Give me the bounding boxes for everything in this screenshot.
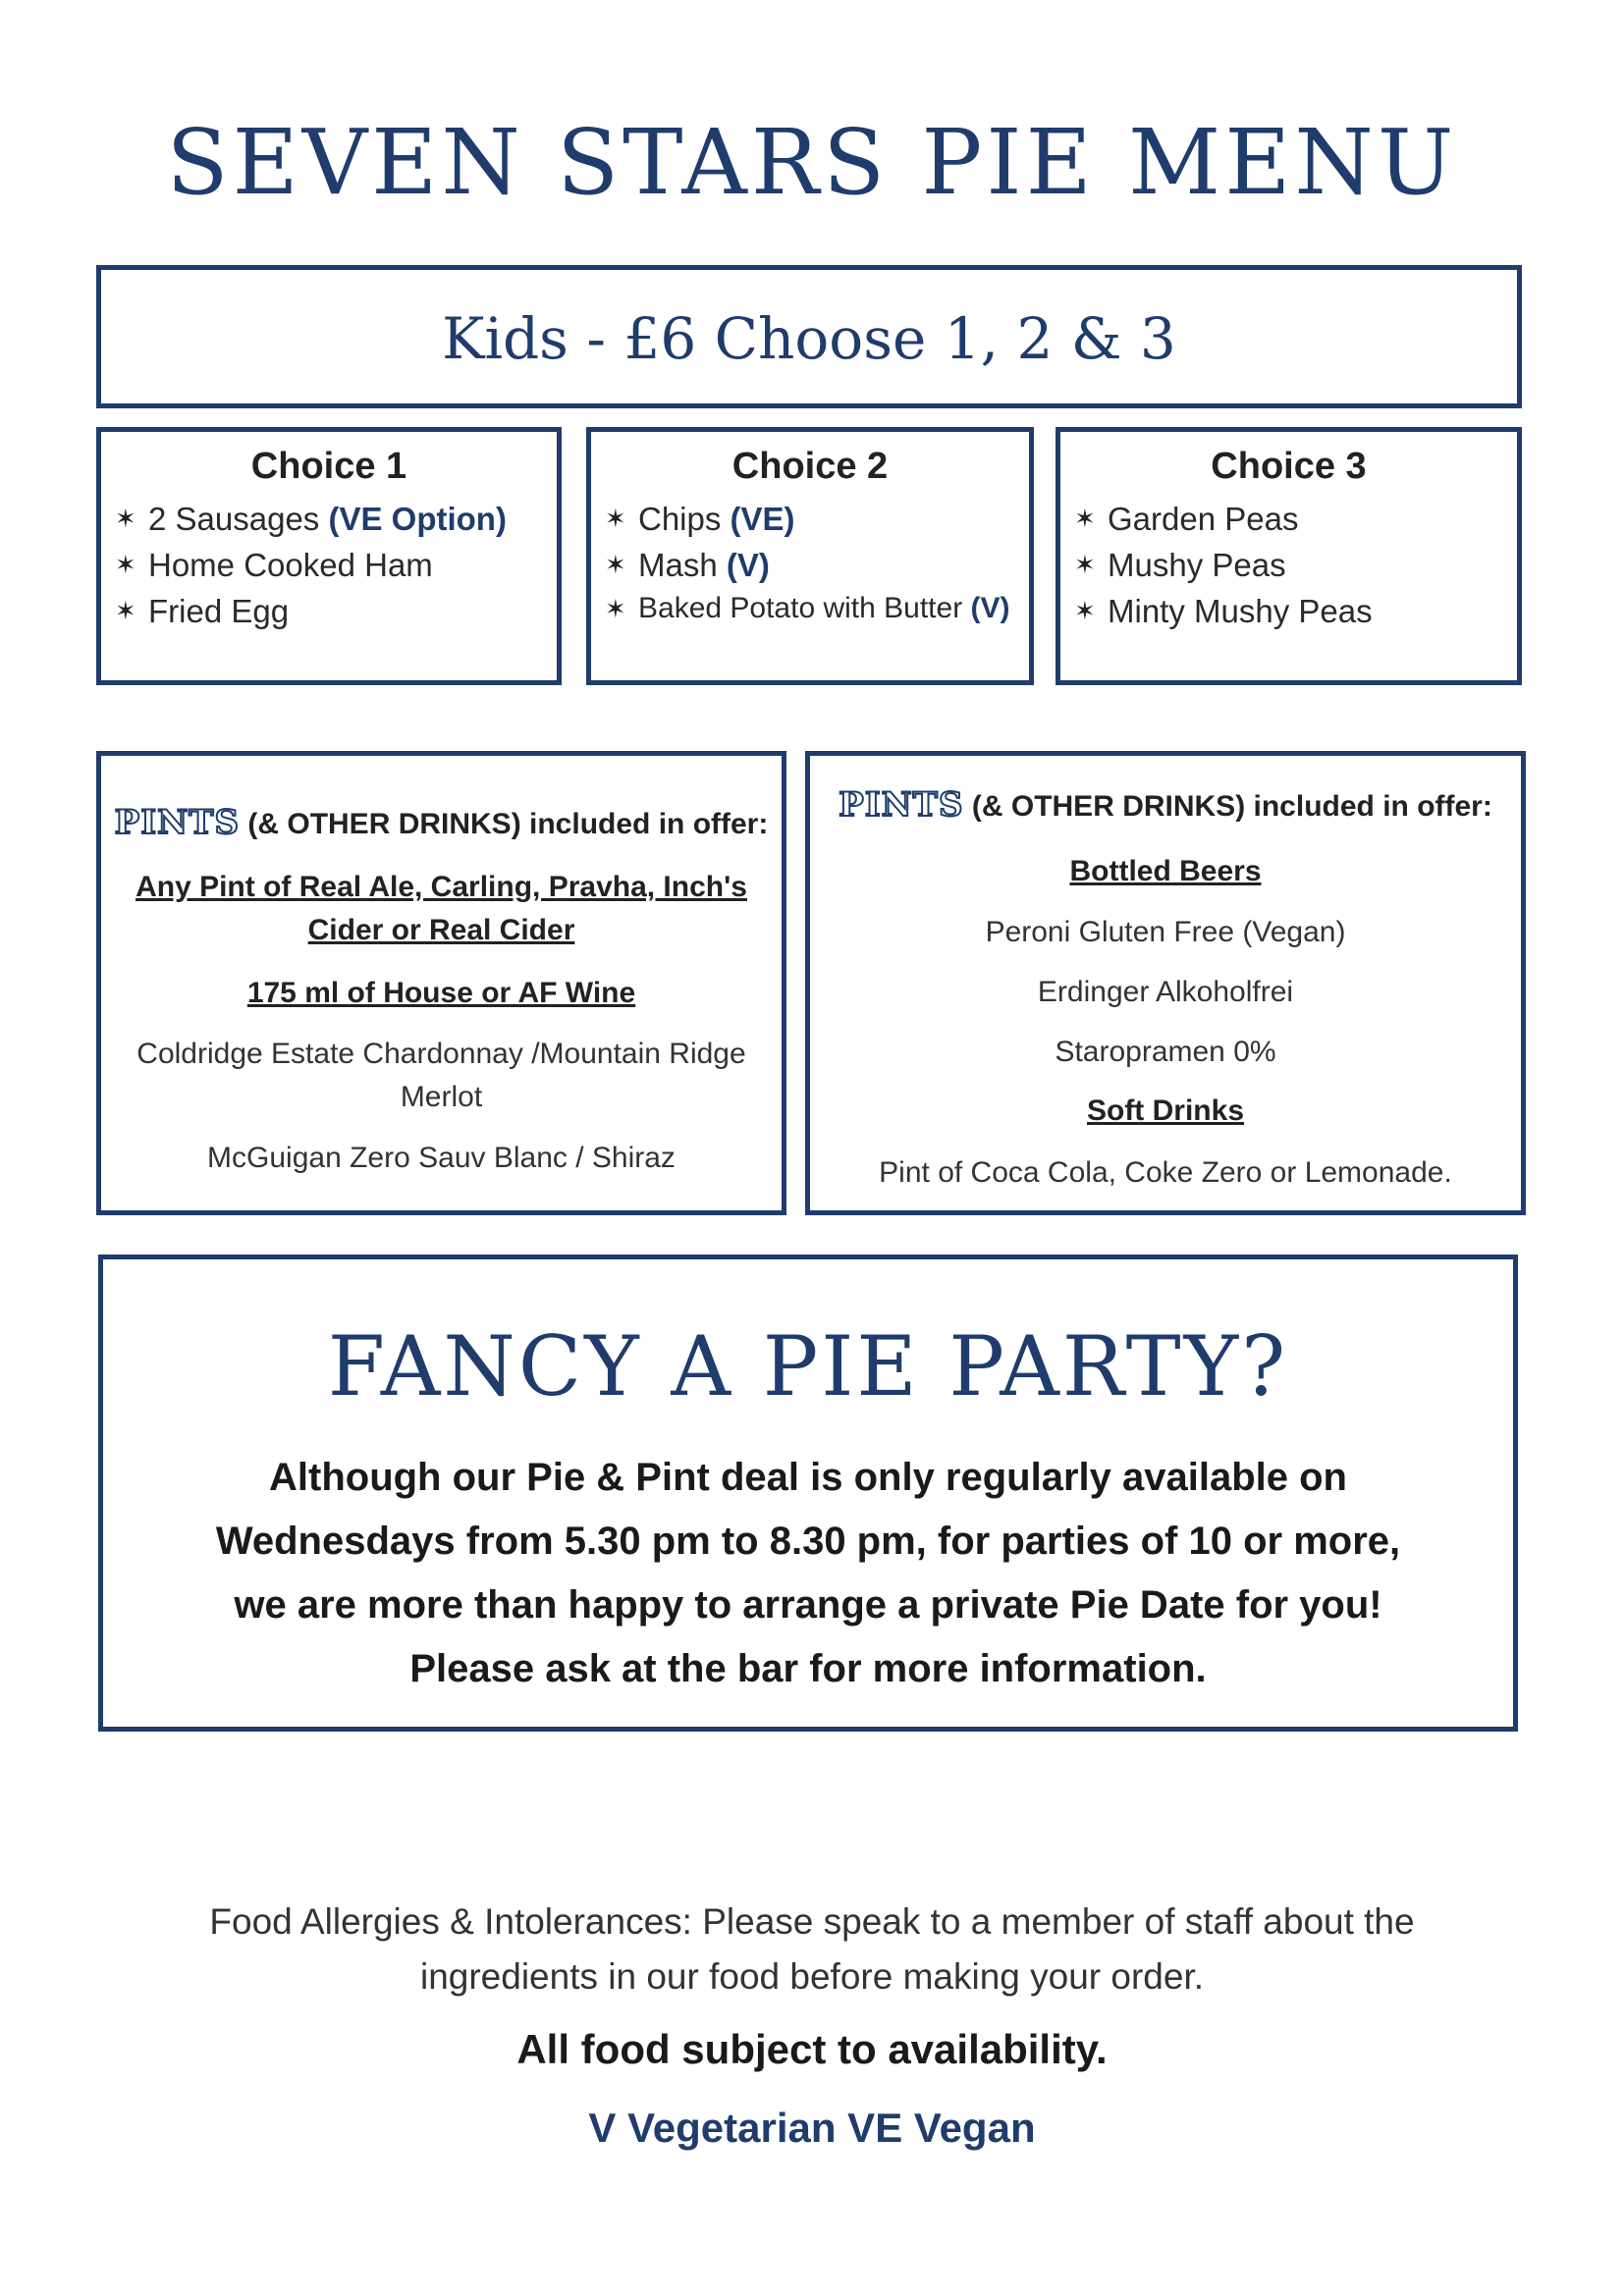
star-bullet-icon: ✶: [115, 550, 136, 579]
menu-title: SEVEN STARS PIE MENU: [166, 110, 1458, 215]
choice-3-box: [1056, 427, 1522, 685]
drinks-header: PINTS (& OTHER DRINKS) included in offer:: [839, 785, 1492, 825]
list-item: ✶ Garden Peas: [1074, 496, 1503, 542]
choice-heading: Choice 3: [1211, 446, 1367, 487]
list-item: ✶ Chips (VE): [605, 496, 1015, 542]
choice-heading: Choice 2: [731, 446, 889, 487]
diet-legend: V Vegetarian VE Vegan: [588, 2105, 1036, 2151]
party-title: FANCY A PIE PARTY?: [327, 1318, 1289, 1415]
choice-1-box: [96, 427, 562, 685]
allergy-notice: Food Allergies & Intolerances: Please speak to a member of staff about the ingredients in our food before making your order.: [209, 1901, 1415, 1997]
wine-heading: 175 ml of House or AF Wine: [246, 977, 636, 1009]
star-bullet-icon: ✶: [1074, 550, 1096, 579]
soft-drinks-heading: Soft Drinks: [1086, 1095, 1245, 1127]
star-bullet-icon: ✶: [605, 594, 626, 623]
wine-option-1: Coldridge Estate Chardonnay /Mountain Ridge Merlot: [136, 1038, 746, 1113]
beer-option-1: Peroni Gluten Free (Vegan): [985, 916, 1346, 948]
soft-drink-option: Pint of Coca Cola, Coke Zero or Lemonade.: [879, 1156, 1452, 1189]
diet-tag: (V): [726, 547, 770, 583]
choice-2-box: [586, 427, 1034, 685]
drinks-right-box: [805, 751, 1526, 1215]
list-item: ✶ Minty Mushy Peas: [1074, 588, 1503, 634]
list-item: ✶ 2 Sausages (VE Option): [115, 496, 543, 542]
diet-tag: (VE Option): [328, 501, 507, 537]
beer-option-3: Staropramen 0%: [1055, 1036, 1276, 1068]
kids-offer-box: [96, 265, 1522, 408]
star-bullet-icon: ✶: [605, 504, 626, 533]
availability-note: All food subject to availability.: [516, 2026, 1108, 2072]
drinks-header: PINTS (& OTHER DRINKS) included in offer:: [114, 803, 769, 842]
pie-party-box: [98, 1255, 1518, 1732]
star-bullet-icon: ✶: [115, 596, 136, 625]
list-item: ✶ Mushy Peas: [1074, 542, 1503, 588]
bottled-beers-heading: Bottled Beers: [1069, 855, 1262, 887]
star-bullet-icon: ✶: [1074, 504, 1096, 533]
choice-heading: Choice 1: [250, 446, 407, 487]
kids-offer-label: Kids - £6 Choose 1, 2 & 3: [442, 305, 1176, 372]
beer-option-2: Erdinger Alkoholfrei: [1037, 976, 1294, 1008]
wine-option-2: McGuigan Zero Sauv Blanc / Shiraz: [207, 1142, 676, 1174]
diet-tag: (V): [970, 592, 1010, 624]
star-bullet-icon: ✶: [605, 550, 626, 579]
list-item: ✶ Home Cooked Ham: [115, 542, 543, 588]
pints-word: PINTS: [114, 803, 241, 842]
diet-tag: (VE): [730, 501, 795, 537]
drinks-left-box: [96, 751, 786, 1215]
list-item: ✶ Mash (V): [605, 542, 1015, 588]
party-description: Although our Pie & Pint deal is only regularly available on Wednesdays from 5.30 pm to 8.30 pm, for parties of 10 or more, we are more than happy to arrange a private Pie Date for you! Please ask at the bar for more information.: [215, 1456, 1401, 1690]
list-item: ✶ Fried Egg: [115, 588, 543, 634]
pints-word: PINTS: [839, 785, 964, 825]
star-bullet-icon: ✶: [115, 504, 136, 533]
list-item: ✶ Baked Potato with Butter (V): [605, 588, 1015, 629]
star-bullet-icon: ✶: [1074, 596, 1096, 625]
ale-heading: Any Pint of Real Ale, Carling, Pravha, Inch's Cider or Real Cider: [135, 871, 747, 946]
